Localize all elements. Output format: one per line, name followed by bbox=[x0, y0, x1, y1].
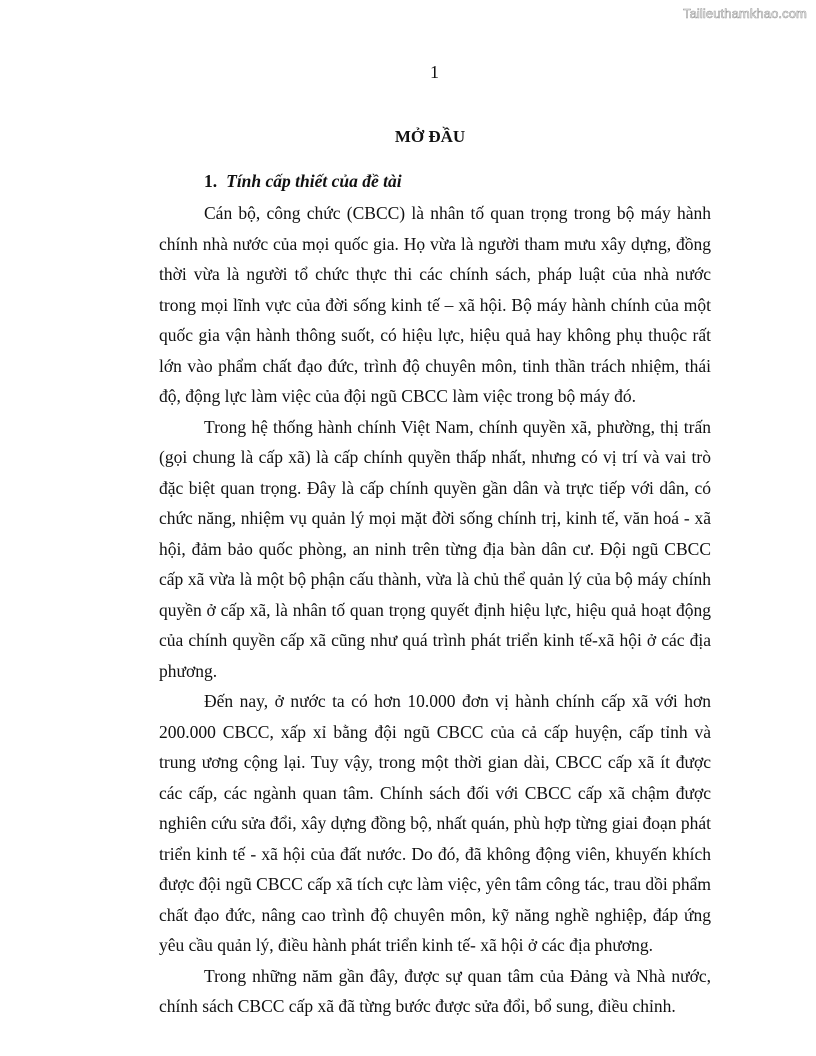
page-number: 1 bbox=[430, 62, 439, 82]
section-title: Tính cấp thiết của đề tài bbox=[226, 171, 402, 191]
paragraph: Đến nay, ở nước ta có hơn 10.000 đơn vị hành chính cấp xã với hơn 200.000 CBCC, xấp xỉ bằng đội ngũ CBCC của cả cấp huyện, cấp tỉnh và trung ương cộng lại. Tuy vậy, trong một thời gian dài, CBCC cấp xã ít được các cấp, các ngành quan tâm. Chính sách đối với CBCC cấp xã chậm được nghiên cứu sửa đổi, xây dựng đồng bộ, nhất quán, phù hợp từng giai đoạn phát triển kinh tế - xã hội của đất nước. Do đó, đã không động viên, khuyến khích được đội ngũ CBCC cấp xã tích cực làm việc, yên tâm công tác, trau dồi phẩm chất đạo đức, nâng cao trình độ chuyên môn, kỹ năng nghề nghiệp, đáp ứng yêu cầu quản lý, điều hành phát triển kinh tế- xã hội ở các địa phương. bbox=[159, 691, 711, 955]
paragraph: Trong hệ thống hành chính Việt Nam, chính quyền xã, phường, thị trấn (gọi chung là cấp xã) là cấp chính quyền thấp nhất, nhưng có vị trí và vai trò đặc biệt quan trọng. Đây là cấp chính quyền gần dân và trực tiếp với dân, có chức năng, nhiệm vụ quản lý mọi mặt đời sống chính trị, kinh tế, văn hoá - xã hội, đảm bảo quốc phòng, an ninh trên từng địa bàn dân cư. Đội ngũ CBCC cấp xã vừa là một bộ phận cấu thành, vừa là chủ thể quản lý của bộ máy chính quyền ở cấp xã, là nhân tố quan trọng quyết định hiệu lực, hiệu quả hoạt động của chính quyền cấp xã cũng như quá trình phát triển kinh tế-xã hội ở các địa phương. bbox=[159, 416, 711, 681]
watermark-text: Tailieuthamkhao.com bbox=[682, 6, 807, 21]
paragraph: Trong những năm gần đây, được sự quan tâm của Đảng và Nhà nước, chính sách CBCC cấp xã đã từng bước được sửa đổi, bổ sung, điều chỉnh. bbox=[159, 965, 711, 1016]
paragraph: Cán bộ, công chức (CBCC) là nhân tố quan trọng trong bộ máy hành chính nhà nước của mọi quốc gia. Họ vừa là người tham mưu xây dựng, đồng thời vừa là người tổ chức thực thi các chính sách, pháp luật của nhà nước trong mọi lĩnh vực của đời sống kinh tế – xã hội. Bộ máy hành chính của một quốc gia vận hành thông suốt, có hiệu lực, hiệu quả hay không phụ thuộc rất lớn vào phẩm chất đạo đức, trình độ chuyên môn, tinh thần trách nhiệm, thái độ, động lực làm việc của đội ngũ CBCC làm việc trong bộ máy đó. bbox=[159, 203, 711, 406]
chapter-title: MỞ ĐẦU bbox=[394, 127, 466, 146]
section-heading bbox=[204, 171, 402, 192]
body-text bbox=[159, 198, 711, 1022]
section-number: 1. bbox=[204, 171, 218, 191]
